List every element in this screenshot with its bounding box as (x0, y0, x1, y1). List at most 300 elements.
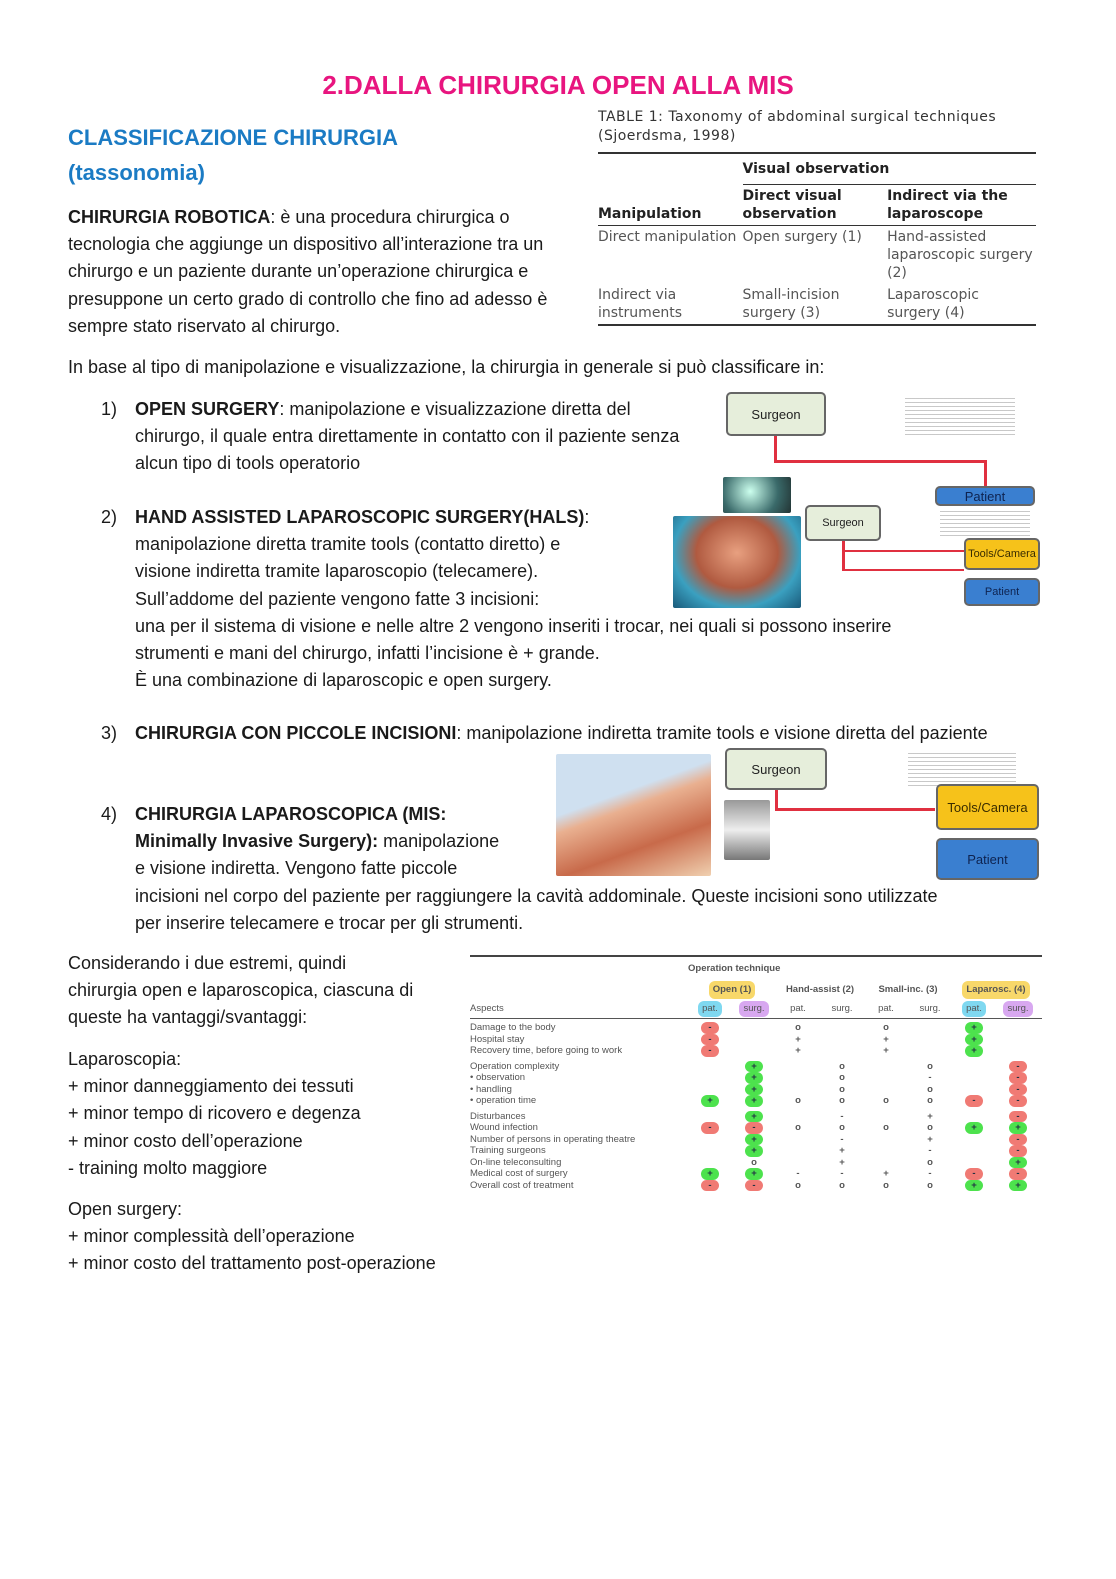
rating-mark: - (1009, 1134, 1027, 1146)
definition: manipolazione (378, 831, 500, 852)
rating-cell (776, 1145, 820, 1157)
rating-cell (776, 1072, 820, 1084)
rating-cell (776, 1084, 820, 1096)
definition: : manipolazione e visualizzazione diretta del chirurgo, il quale entra direttamente in contatto con il paziente senza alcun tipo di tools operatorio (135, 399, 680, 474)
rating-cell (864, 1145, 908, 1157)
rating-mark: + (745, 1095, 763, 1107)
rating-cell (996, 1061, 1040, 1073)
tools-camera-box: Tools/Camera (964, 538, 1040, 570)
rating-mark: o (839, 1122, 845, 1133)
rating-cell (864, 1122, 908, 1134)
rating-cell (732, 1180, 776, 1192)
sub-header: surg. (919, 1003, 941, 1014)
rating-cell (820, 1145, 864, 1157)
rating-cell (996, 1134, 1040, 1146)
intro-text: In base al tipo di manipolazione e visualizzazione, la chirurgia in generale si può classificare in: (68, 357, 825, 377)
aspect-label: Training surgeons (470, 1145, 546, 1156)
rating-cell (820, 1072, 864, 1084)
sub-header: surg. (1003, 1001, 1032, 1017)
list-title: Open surgery: (68, 1199, 183, 1219)
aspect-label: • observation (470, 1072, 526, 1083)
term: CHIRURGIA LAPAROSCOPICA (MIS: (135, 804, 447, 824)
technique-header: Open (1) (709, 981, 756, 999)
rating-cell (688, 1095, 732, 1107)
rating-cell (820, 1168, 864, 1180)
table-cell: Hand-assisted laparoscopic surgery (2) (887, 229, 1033, 281)
rating-cell (776, 1134, 820, 1146)
rating-cell (996, 1180, 1040, 1192)
section-heading (68, 120, 398, 190)
rating-cell (952, 1084, 996, 1096)
rating-mark: + (1009, 1180, 1027, 1192)
rating-mark: o (795, 1022, 801, 1033)
rating-cell (732, 1061, 776, 1073)
rating-mark: o (883, 1179, 889, 1191)
rating-mark: - (701, 1034, 719, 1046)
rating-cell (688, 1045, 732, 1057)
rating-cell (952, 1157, 996, 1169)
rating-mark: - (928, 1072, 932, 1083)
rating-mark: o (927, 1156, 933, 1168)
table-row (470, 1168, 1042, 1180)
rating-cell (820, 1180, 864, 1192)
rating-cell (732, 1045, 776, 1057)
table-row (470, 1134, 1042, 1146)
rating-mark: - (840, 1110, 844, 1122)
rating-cell (688, 1034, 732, 1046)
table-cell: Indirect via instruments (598, 287, 683, 321)
rating-cell (688, 1157, 732, 1169)
rating-cell (864, 1061, 908, 1073)
sub-header-cell (908, 1001, 952, 1018)
rating-cell (952, 1111, 996, 1123)
text-line: chirurgia open e laparoscopica, ciascuna di (68, 980, 414, 1001)
table-row (470, 1045, 1042, 1057)
rating-cell (952, 1134, 996, 1146)
rating-cell (820, 1095, 864, 1107)
text-line: manipolazione diretta tramite tools (contatto diretto) e (135, 534, 561, 555)
rating-mark: o (751, 1156, 757, 1168)
rating-mark: - (965, 1168, 983, 1180)
table-cell: Direct manipulation (598, 229, 737, 245)
table-group-header: Visual observation (743, 153, 1036, 185)
item-number: 3) (101, 723, 118, 743)
aspect-label: On-line teleconsulting (470, 1156, 562, 1168)
rating-mark: - (1009, 1061, 1027, 1073)
table-row (470, 1122, 1042, 1134)
rating-cell (908, 1122, 952, 1134)
rating-mark: o (927, 1060, 933, 1072)
table-row (470, 1157, 1042, 1169)
rating-cell (864, 1111, 908, 1123)
rating-cell (732, 1072, 776, 1084)
table-header: Direct visual observation (742, 188, 842, 222)
table-row (470, 1034, 1042, 1046)
sub-header-cell (996, 1001, 1040, 1018)
sub-header-cell (864, 1001, 908, 1018)
rating-cell (732, 1022, 776, 1034)
rating-cell (996, 1022, 1040, 1034)
rating-cell (688, 1122, 732, 1134)
aspect-label: Medical cost of surgery (470, 1168, 568, 1179)
list-item-open (101, 396, 690, 478)
rating-mark: o (927, 1095, 933, 1106)
aspect-label: Damage to the body (470, 1022, 556, 1033)
rating-cell (952, 1168, 996, 1180)
item-number: 1) (101, 399, 118, 419)
rating-cell (952, 1180, 996, 1192)
rating-mark: - (840, 1133, 844, 1145)
table-cell: Open surgery (1) (742, 229, 862, 245)
aspect-label: • operation time (470, 1095, 537, 1106)
rating-cell (908, 1061, 952, 1073)
rating-cell (732, 1145, 776, 1157)
rating-cell (908, 1072, 952, 1084)
rating-cell (732, 1111, 776, 1123)
rating-mark: - (840, 1168, 844, 1179)
rating-mark: o (839, 1083, 845, 1095)
definition: : è una procedura chirurgica o tecnologia che aggiunge un dispositivo all’interazione tra un chirurgo e un paziente durante un’operazione chirurgica e presuppone un certo grado di controllo che fino ad adesso è sempre stato riservato al chirurgo. (68, 207, 548, 336)
rating-mark: o (839, 1072, 845, 1083)
patient-box: Patient (935, 486, 1035, 506)
rating-cell (996, 1122, 1040, 1134)
rating-mark: - (796, 1168, 800, 1179)
rating-cell (776, 1168, 820, 1180)
rating-mark: - (1009, 1072, 1027, 1084)
sub-header: pat. (790, 1003, 806, 1014)
rating-cell (688, 1061, 732, 1073)
open-surgery-list (68, 1196, 436, 1278)
rating-mark: + (839, 1156, 845, 1168)
rating-mark: - (745, 1180, 763, 1192)
rating-cell (864, 1157, 908, 1169)
rating-cell (688, 1072, 732, 1084)
hals-photo (673, 516, 801, 608)
rating-cell (732, 1084, 776, 1096)
rating-cell (952, 1145, 996, 1157)
colon: : (584, 507, 590, 527)
sub-header: pat. (962, 1001, 986, 1017)
term: Minimally Invasive Surgery): (135, 831, 379, 852)
instruments-photo (724, 800, 770, 860)
technique-header: Small-inc. (3) (878, 984, 938, 995)
aspect-label: Recovery time, before going to work (470, 1045, 623, 1056)
rating-mark: + (745, 1061, 763, 1073)
rating-mark: + (1009, 1122, 1027, 1134)
rating-mark: o (839, 1179, 845, 1191)
table-cell: Small-incision surgery (3) (742, 287, 840, 321)
compare-paragraph (68, 950, 413, 1032)
aspect-label: Operation complexity (470, 1060, 560, 1072)
table-row (470, 1061, 1042, 1073)
rating-mark: - (1009, 1111, 1027, 1123)
rating-mark: + (795, 1045, 801, 1056)
rating-cell (952, 1095, 996, 1107)
table-row (470, 1072, 1042, 1084)
rating-cell (908, 1022, 952, 1034)
rating-mark: o (927, 1083, 933, 1095)
sub-header-cell (952, 1001, 996, 1018)
patient-box: Patient (964, 578, 1040, 606)
sub-header: pat. (698, 1001, 722, 1017)
rating-cell (864, 1045, 908, 1057)
rating-mark: + (1009, 1157, 1027, 1169)
laparoscopia-list (68, 1046, 361, 1182)
rating-mark: - (701, 1122, 719, 1134)
mini-table-thumbnail (940, 508, 1030, 538)
surgeon-box: Surgeon (726, 392, 826, 436)
text-line: Sull’addome del paziente vengono fatte 3 incisioni: (135, 588, 540, 609)
rating-cell (820, 1045, 864, 1057)
rating-mark: + (965, 1122, 983, 1134)
rating-cell (864, 1168, 908, 1180)
rating-mark: - (1009, 1095, 1027, 1107)
rating-cell (776, 1034, 820, 1046)
rating-cell (820, 1157, 864, 1169)
rating-cell (996, 1168, 1040, 1180)
aspects-header: Aspects (470, 1003, 504, 1014)
technique-header: Hand-assist (2) (785, 984, 855, 995)
rating-mark: + (701, 1168, 719, 1180)
rating-cell (908, 1157, 952, 1169)
table-row (470, 1022, 1042, 1034)
surgery-photo (723, 477, 791, 513)
list-item: - training molto maggiore (68, 1157, 268, 1178)
rating-cell (864, 1180, 908, 1192)
rating-cell (996, 1084, 1040, 1096)
rating-cell (996, 1072, 1040, 1084)
comparison-table (470, 955, 1042, 1191)
rating-mark: - (1009, 1084, 1027, 1096)
rating-mark: + (745, 1145, 763, 1157)
aspect-label: Number of persons in operating theatre (470, 1133, 636, 1145)
mini-table-thumbnail (908, 750, 1016, 788)
rating-cell (996, 1095, 1040, 1107)
rating-mark: + (965, 1034, 983, 1046)
rating-mark: - (701, 1022, 719, 1034)
rating-cell (908, 1168, 952, 1180)
rating-cell (996, 1045, 1040, 1057)
aspect-label: Disturbances (470, 1110, 526, 1122)
text-line: È una combinazione di laparoscopic e open surgery. (135, 670, 552, 691)
rating-mark: + (795, 1033, 801, 1045)
rating-cell (952, 1034, 996, 1046)
rating-cell (952, 1061, 996, 1073)
rating-mark: o (795, 1179, 801, 1191)
rating-cell (688, 1111, 732, 1123)
rating-cell (864, 1072, 908, 1084)
rating-mark: + (745, 1168, 763, 1180)
text-line: una per il sistema di visione e nelle altre 2 vengono inseriti i trocar, nei quali si possono inserire (135, 615, 892, 636)
rating-mark: + (745, 1134, 763, 1146)
rating-mark: - (1009, 1168, 1027, 1180)
rating-cell (908, 1034, 952, 1046)
rating-mark: - (928, 1168, 932, 1179)
rating-cell (908, 1111, 952, 1123)
rating-cell (732, 1168, 776, 1180)
rating-cell (820, 1034, 864, 1046)
rating-cell (864, 1084, 908, 1096)
table-header: Manipulation (598, 206, 702, 222)
aspect-label: Wound infection (470, 1122, 538, 1133)
sub-header: pat. (878, 1003, 894, 1014)
list-item-small-incision (101, 720, 1005, 747)
robotica-paragraph (68, 204, 568, 340)
table-row (470, 1084, 1042, 1096)
table-header: Indirect via the laparoscope (887, 188, 1008, 222)
rating-cell (776, 1061, 820, 1073)
laparoscopy-illustration (556, 754, 711, 876)
rating-cell (688, 1180, 732, 1192)
rating-mark: o (883, 1022, 889, 1033)
page-title: 2.DALLA CHIRURGIA OPEN ALLA MIS (322, 70, 794, 100)
rating-mark: + (883, 1045, 889, 1056)
rating-cell (996, 1157, 1040, 1169)
rating-cell (908, 1084, 952, 1096)
sub-header-cell (732, 1001, 776, 1018)
table-group-header: Operation technique (688, 963, 781, 974)
rating-cell (688, 1022, 732, 1034)
table-cell: Laparoscopic surgery (4) (887, 287, 979, 321)
sub-header-cell (688, 1001, 732, 1018)
rating-mark: + (883, 1033, 889, 1045)
aspect-label: Overall cost of treatment (470, 1179, 574, 1191)
rating-cell (952, 1122, 996, 1134)
sub-header: surg. (831, 1003, 853, 1014)
rating-mark: + (701, 1095, 719, 1107)
rating-cell (776, 1022, 820, 1034)
rating-cell (732, 1134, 776, 1146)
rating-mark: o (927, 1179, 933, 1191)
rating-cell (864, 1022, 908, 1034)
rating-mark: - (1009, 1145, 1027, 1157)
definition: : manipolazione indiretta tramite tools e visione diretta del paziente (456, 723, 988, 743)
rating-cell (908, 1180, 952, 1192)
rating-cell (688, 1134, 732, 1146)
taxonomy-table (598, 108, 1036, 326)
table-caption: (Sjoerdsma, 1998) (598, 128, 736, 144)
rating-mark: - (701, 1045, 719, 1057)
heading-line: (tassonomia) (68, 160, 205, 185)
rating-cell (864, 1095, 908, 1107)
list-item: + minor complessità dell’operazione (68, 1226, 355, 1247)
rating-mark: - (928, 1145, 932, 1156)
surgeon-box: Surgeon (725, 748, 827, 790)
text-line: per inserire telecamere e trocar per gli strumenti. (135, 912, 524, 933)
tools-camera-box: Tools/Camera (936, 784, 1039, 830)
list-item: + minor costo del trattamento post-operazione (68, 1253, 436, 1274)
rating-mark: - (965, 1095, 983, 1107)
technique-header: Laparosc. (4) (962, 981, 1029, 999)
term: CHIRURGIA ROBOTICA (68, 207, 271, 227)
rating-cell (820, 1022, 864, 1034)
text-line: visione indiretta tramite laparoscopio (telecamere). (135, 561, 539, 582)
rating-cell (820, 1134, 864, 1146)
surgeon-box: Surgeon (805, 505, 881, 541)
rating-mark: - (745, 1122, 763, 1134)
sub-header: surg. (739, 1001, 768, 1017)
table-row (470, 1111, 1042, 1123)
rating-cell (864, 1034, 908, 1046)
aspect-label: • handling (470, 1083, 512, 1095)
text-line: strumenti e mani del chirurgo, infatti l’incisione è + grande. (135, 643, 600, 664)
rating-cell (688, 1168, 732, 1180)
text-line: queste ha vantaggi/svantaggi: (68, 1007, 308, 1028)
term: OPEN SURGERY (135, 399, 280, 419)
rating-cell (732, 1095, 776, 1107)
rating-cell (820, 1122, 864, 1134)
rating-cell (908, 1145, 952, 1157)
rating-cell (776, 1095, 820, 1107)
table-row (470, 1145, 1042, 1157)
text-line: incisioni nel corpo del paziente per raggiungere la cavità addominale. Queste incisioni sono utilizzate (135, 885, 938, 906)
rating-mark: + (745, 1084, 763, 1096)
rating-cell (732, 1157, 776, 1169)
rating-cell (996, 1145, 1040, 1157)
table-row (470, 1180, 1042, 1192)
table-caption: TABLE 1: Taxonomy of abdominal surgical techniques (598, 109, 997, 125)
rating-cell (908, 1095, 952, 1107)
rating-cell (996, 1111, 1040, 1123)
rating-cell (732, 1122, 776, 1134)
rating-cell (820, 1061, 864, 1073)
rating-cell (820, 1111, 864, 1123)
term: CHIRURGIA CON PICCOLE INCISIONI (135, 723, 457, 743)
rating-cell (952, 1022, 996, 1034)
text-line: e visione indiretta. Vengono fatte piccole (135, 858, 458, 879)
rating-cell (776, 1157, 820, 1169)
rating-mark: + (839, 1145, 845, 1156)
rating-mark: o (795, 1095, 801, 1106)
rating-cell (996, 1034, 1040, 1046)
rating-cell (732, 1034, 776, 1046)
patient-box: Patient (936, 838, 1039, 880)
list-item: + minor tempo di ricovero e degenza (68, 1103, 361, 1124)
item-number: 4) (101, 804, 118, 824)
rating-mark: + (745, 1072, 763, 1084)
rating-cell (820, 1084, 864, 1096)
rating-cell (688, 1084, 732, 1096)
list-title: Laparoscopia: (68, 1049, 182, 1069)
rating-mark: o (883, 1095, 889, 1106)
table-row (470, 1095, 1042, 1107)
rating-cell (864, 1134, 908, 1146)
rating-cell (776, 1122, 820, 1134)
sub-header-cell (820, 1001, 864, 1018)
rating-mark: + (883, 1168, 889, 1179)
rating-cell (688, 1145, 732, 1157)
rating-mark: o (883, 1122, 889, 1133)
rating-mark: + (745, 1111, 763, 1123)
heading-line: CLASSIFICAZIONE CHIRURGIA (68, 125, 398, 150)
text-line: Considerando i due estremi, quindi (68, 953, 347, 973)
list-item: + minor costo dell’operazione (68, 1130, 303, 1151)
rating-cell (776, 1045, 820, 1057)
term: HAND ASSISTED LAPAROSCOPIC SURGERY(HALS) (135, 507, 585, 527)
rating-mark: + (927, 1110, 933, 1122)
rating-mark: + (965, 1022, 983, 1034)
rating-mark: o (839, 1095, 845, 1106)
rating-mark: o (927, 1122, 933, 1133)
rating-cell (908, 1045, 952, 1057)
rating-mark: - (701, 1180, 719, 1192)
rating-cell (952, 1045, 996, 1057)
sub-header-cell (776, 1001, 820, 1018)
rating-cell (908, 1134, 952, 1146)
list-item: + minor danneggiamento dei tessuti (68, 1076, 354, 1097)
rating-mark: + (965, 1045, 983, 1057)
rating-mark: + (927, 1133, 933, 1145)
